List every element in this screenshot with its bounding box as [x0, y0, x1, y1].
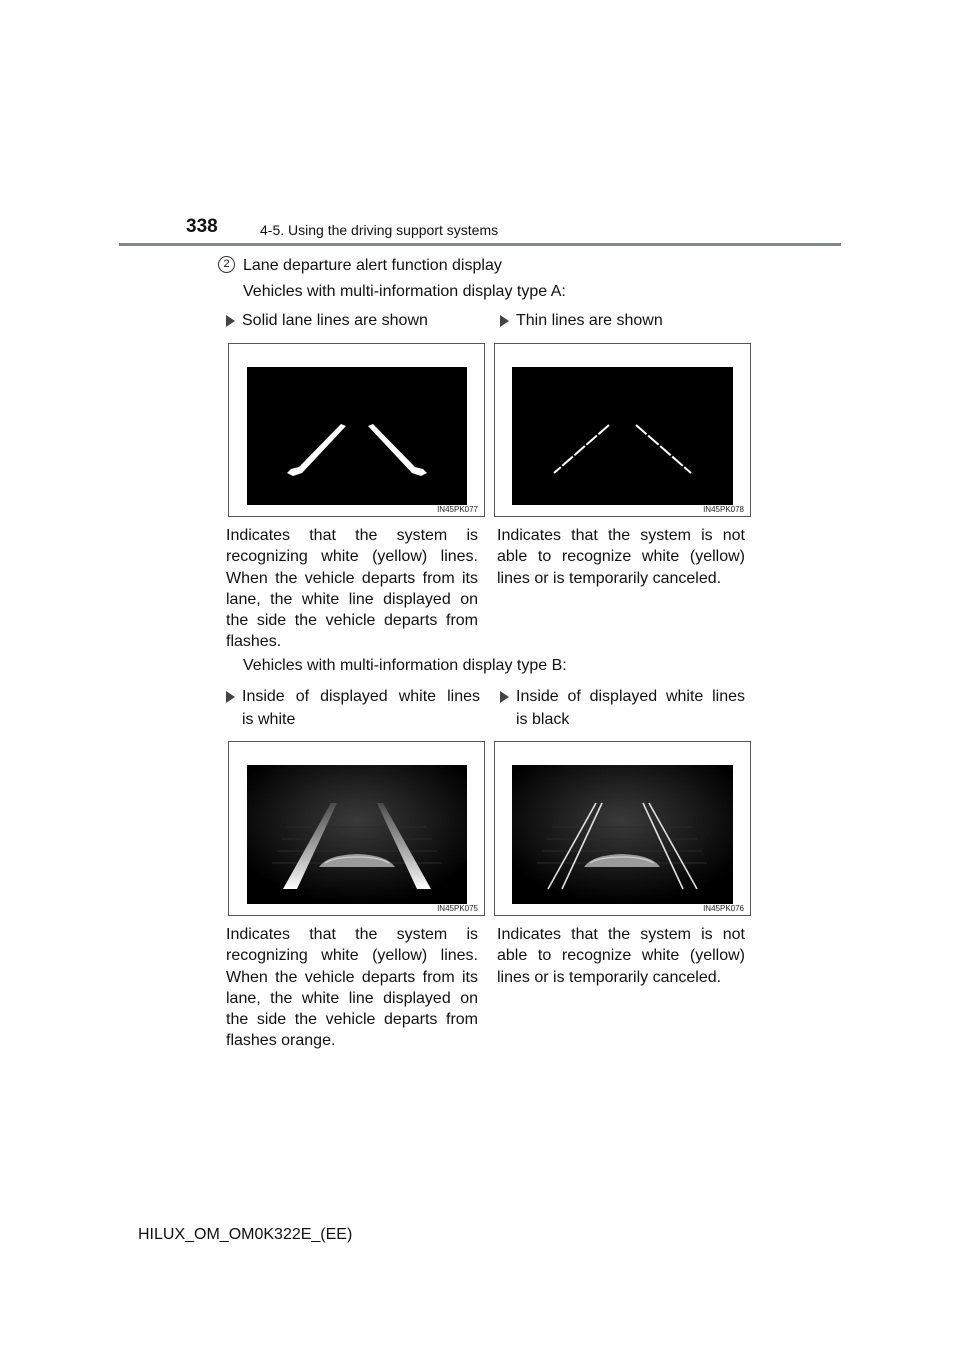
- bullet-text-line2: is white: [242, 711, 296, 728]
- type-a-left-bullet: [226, 309, 486, 332]
- image-code: IN45PK075: [437, 904, 478, 913]
- figure-thin-lane-lines: [494, 343, 751, 517]
- type-b-left-bullet: [226, 685, 482, 731]
- item-number-badge: 2: [218, 256, 235, 273]
- bullet-text-line1: Inside of displayed white lines: [516, 688, 745, 705]
- figure-white-inside-lines: [228, 741, 485, 916]
- type-b-right-description: Indicates that the system is not able to recognize white (yellow) lines or is temporarily canceled.: [497, 926, 745, 986]
- display-screen: [512, 367, 733, 505]
- bullet-text: Solid lane lines are shown: [242, 312, 428, 329]
- bullet-triangle-icon: [226, 691, 235, 703]
- section-title: 4-5. Using the driving support systems: [260, 222, 499, 238]
- white-lane-lines-graphic: [247, 765, 467, 904]
- image-code: IN45PK077: [437, 505, 478, 514]
- type-a-intro: Vehicles with multi-information display type A:: [243, 283, 566, 300]
- type-a-right-bullet: [500, 309, 760, 332]
- item-title: Lane departure alert function display: [243, 257, 502, 274]
- bullet-triangle-icon: [500, 691, 509, 703]
- type-b-right-bullet: [500, 685, 748, 731]
- type-b-intro: Vehicles with multi-information display type B:: [243, 657, 567, 674]
- figure-black-inside-lines: [494, 741, 751, 916]
- header-divider: [119, 243, 841, 246]
- figure-solid-lane-lines: [228, 343, 485, 517]
- bullet-triangle-icon: [226, 315, 235, 327]
- type-a-right-description: Indicates that the system is not able to recognize white (yellow) lines or is temporarily canceled.: [497, 527, 745, 587]
- display-screen: [512, 765, 733, 904]
- bullet-text: Thin lines are shown: [516, 312, 663, 329]
- footer-doc-code: HILUX_OM_OM0K322E_(EE): [138, 1226, 353, 1243]
- type-b-left-description: Indicates that the system is recognizing white (yellow) lines. When the vehicle departs from its lane, the white line displayed on the side the vehicle departs from flashes orange.: [226, 926, 478, 1050]
- display-screen: [247, 367, 467, 505]
- outlined-lane-lines-graphic: [512, 765, 733, 904]
- display-screen: [247, 765, 467, 904]
- image-code: IN45PK076: [703, 904, 744, 913]
- bullet-triangle-icon: [500, 315, 509, 327]
- thin-lane-lines-graphic: [512, 367, 733, 505]
- image-code: IN45PK078: [703, 505, 744, 514]
- bullet-text-line1: Inside of displayed white lines: [242, 688, 480, 705]
- solid-lane-lines-graphic: [247, 367, 467, 505]
- page-number: 338: [186, 216, 218, 237]
- type-a-left-description: Indicates that the system is recognizing white (yellow) lines. When the vehicle departs from its lane, the white line displayed on the side the vehicle departs from flashes.: [226, 527, 478, 651]
- bullet-text-line2: is black: [516, 711, 570, 728]
